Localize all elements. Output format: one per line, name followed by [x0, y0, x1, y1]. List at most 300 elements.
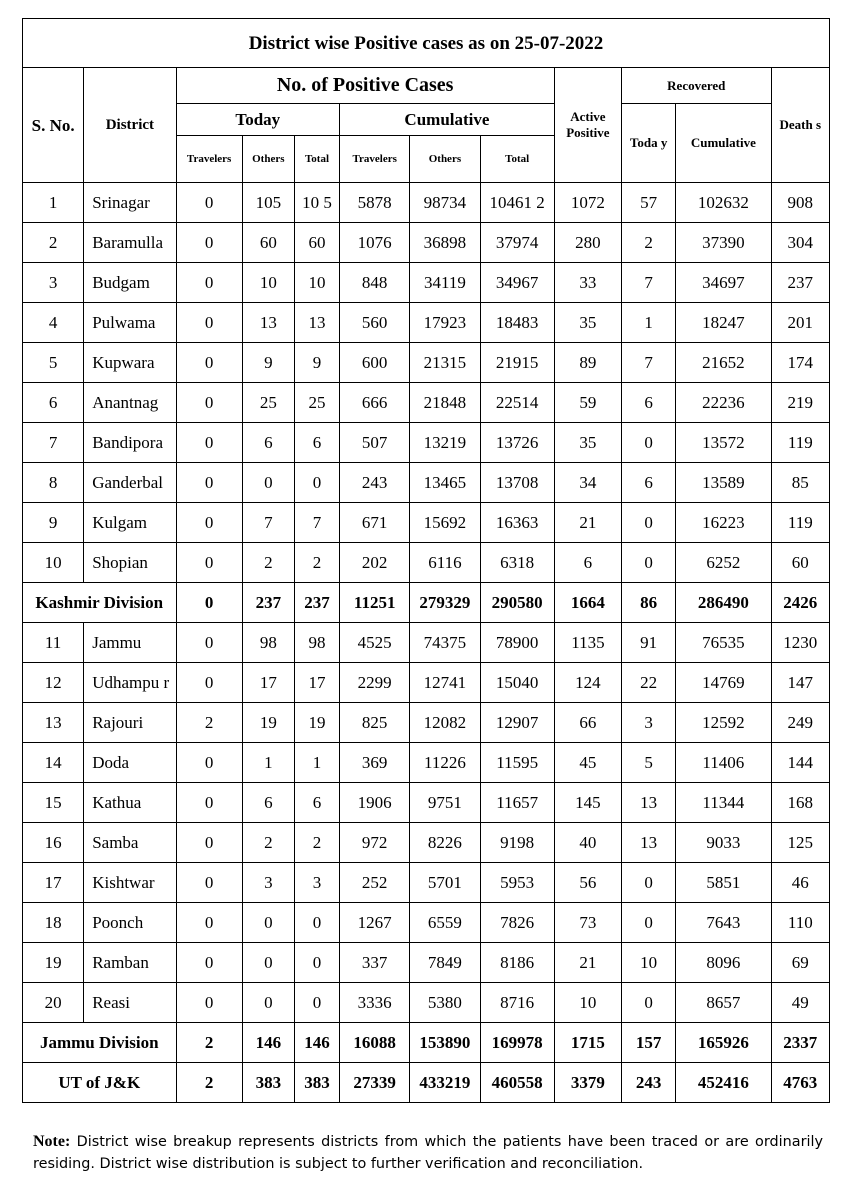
cumulative-travelers-cell: 560 [340, 303, 410, 343]
cumulative-total-cell: 10461 2 [480, 183, 554, 223]
cumulative-total-cell: 37974 [480, 223, 554, 263]
cumulative-header: Cumulative [340, 104, 555, 136]
today-travelers-cell: 0 [176, 263, 242, 303]
table-row [23, 903, 830, 943]
recovered-today-total-cell: 243 [622, 1063, 676, 1103]
today-travelers-cell: 0 [176, 623, 242, 663]
today-others-cell: 7 [242, 503, 294, 543]
cumulative-others-total-cell: 153890 [410, 1023, 480, 1063]
recovered-cumulative-cell: 6252 [676, 543, 771, 583]
recovered-cumulative-cell: 12592 [676, 703, 771, 743]
recovered-cumulative-cell: 11406 [676, 743, 771, 783]
recovered-cumulative-cell: 5851 [676, 863, 771, 903]
cumulative-travelers-cell: 5878 [340, 183, 410, 223]
district-cell: Reasi [84, 983, 176, 1023]
cumulative-travelers-cell: 252 [340, 863, 410, 903]
cumulative-others-cell: 12082 [410, 703, 480, 743]
recovered-cumulative-cell: 9033 [676, 823, 771, 863]
table-row [23, 183, 830, 223]
table-row [23, 943, 830, 983]
cumulative-others-cell: 5380 [410, 983, 480, 1023]
cumulative-total-cell: 78900 [480, 623, 554, 663]
today-total-cell: 19 [294, 703, 339, 743]
sno-cell: 2 [23, 223, 84, 263]
note-text: District wise breakup represents districts from which the patients have been traced or are ordinarily residing. District wise distribution is subject to further verification and reconciliation. [33, 1134, 824, 1172]
recovered-today-cell: 7 [622, 343, 676, 383]
today-others-cell: 6 [242, 783, 294, 823]
deaths-cell: 119 [771, 423, 829, 463]
district-cell: Baramulla [84, 223, 176, 263]
cumulative-others-cell: 98734 [410, 183, 480, 223]
report-sheet [22, 18, 830, 1103]
deaths-cell: 147 [771, 663, 829, 703]
recovered-today-cell: 0 [622, 863, 676, 903]
district-cell: Udhampu r [84, 663, 176, 703]
active-positive-cell: 1135 [554, 623, 621, 663]
deaths-cell: 46 [771, 863, 829, 903]
cumulative-others-cell: 74375 [410, 623, 480, 663]
deaths-cell: 249 [771, 703, 829, 743]
table-row [23, 983, 830, 1023]
cumulative-others-cell: 15692 [410, 503, 480, 543]
deaths-header: Death s [771, 68, 829, 183]
recovered-today-cell: 6 [622, 383, 676, 423]
today-travelers-cell: 0 [176, 743, 242, 783]
active-positive-cell: 280 [554, 223, 621, 263]
recovered-cumulative-cell: 18247 [676, 303, 771, 343]
active-positive-total-cell: 1715 [554, 1023, 621, 1063]
recovered-cumulative-cell: 13572 [676, 423, 771, 463]
recovered-cumulative-cell: 76535 [676, 623, 771, 663]
total-label: Jammu Division [23, 1023, 177, 1063]
deaths-cell: 110 [771, 903, 829, 943]
district-cell: Jammu [84, 623, 176, 663]
deaths-cell: 304 [771, 223, 829, 263]
today-total-cell: 0 [294, 903, 339, 943]
today-total-cell: 17 [294, 663, 339, 703]
cumulative-others-cell: 6116 [410, 543, 480, 583]
table-row [23, 223, 830, 263]
district-cell: Kulgam [84, 503, 176, 543]
jammu-division-total-row [23, 1023, 830, 1063]
recovered-today-cell: 0 [622, 903, 676, 943]
recovered-today-total-cell: 157 [622, 1023, 676, 1063]
table-row [23, 423, 830, 463]
cumulative-others-cell: 6559 [410, 903, 480, 943]
today-total-cell: 7 [294, 503, 339, 543]
recovered-header: Recovered [622, 68, 772, 104]
table-row [23, 543, 830, 583]
deaths-cell: 168 [771, 783, 829, 823]
table-row [23, 263, 830, 303]
cumulative-others-total-cell: 279329 [410, 583, 480, 623]
cumulative-travelers-total-cell: 11251 [340, 583, 410, 623]
today-total-total-cell: 383 [294, 1063, 339, 1103]
sno-header: S. No. [23, 68, 84, 183]
today-total-cell: 1 [294, 743, 339, 783]
today-total-cell: 0 [294, 463, 339, 503]
recovered-today-cell: 91 [622, 623, 676, 663]
cumulative-others-cell: 13219 [410, 423, 480, 463]
cumulative-travelers-cell: 972 [340, 823, 410, 863]
sno-cell: 3 [23, 263, 84, 303]
active-positive-cell: 10 [554, 983, 621, 1023]
today-others-cell: 19 [242, 703, 294, 743]
table-row [23, 623, 830, 663]
today-others-cell: 25 [242, 383, 294, 423]
cumulative-total-cell: 8716 [480, 983, 554, 1023]
today-travelers-cell: 2 [176, 703, 242, 743]
sno-cell: 19 [23, 943, 84, 983]
today-total-cell: 6 [294, 423, 339, 463]
recovered-today-cell: 0 [622, 983, 676, 1023]
active-positive-header: Active Positive [554, 68, 621, 183]
today-others-total-cell: 237 [242, 583, 294, 623]
recovered-today-cell: 22 [622, 663, 676, 703]
recovered-cumulative-header: Cumulative [676, 104, 771, 183]
recovered-cumulative-cell: 22236 [676, 383, 771, 423]
sno-cell: 12 [23, 663, 84, 703]
cumulative-others-cell: 11226 [410, 743, 480, 783]
deaths-cell: 144 [771, 743, 829, 783]
deaths-total-cell: 4763 [771, 1063, 829, 1103]
cumulative-total-cell: 15040 [480, 663, 554, 703]
today-travelers-cell: 0 [176, 343, 242, 383]
today-total-cell: 0 [294, 943, 339, 983]
recovered-today-cell: 0 [622, 423, 676, 463]
today-total-cell: 2 [294, 823, 339, 863]
sno-cell: 13 [23, 703, 84, 743]
district-cell: Kathua [84, 783, 176, 823]
recovered-today-cell: 2 [622, 223, 676, 263]
district-cell: Samba [84, 823, 176, 863]
cumulative-travelers-total-cell: 27339 [340, 1063, 410, 1103]
active-positive-cell: 89 [554, 343, 621, 383]
cumulative-others-cell: 12741 [410, 663, 480, 703]
cumulative-total-total-cell: 460558 [480, 1063, 554, 1103]
recovered-cumulative-cell: 102632 [676, 183, 771, 223]
district-cell: Srinagar [84, 183, 176, 223]
today-total-cell: 60 [294, 223, 339, 263]
table-row [23, 343, 830, 383]
today-header: Today [176, 104, 340, 136]
sno-cell: 4 [23, 303, 84, 343]
cumulative-total-cell: 16363 [480, 503, 554, 543]
sno-cell: 10 [23, 543, 84, 583]
cumulative-total-cell: 22514 [480, 383, 554, 423]
district-cell: Pulwama [84, 303, 176, 343]
total-label: UT of J&K [23, 1063, 177, 1103]
cumulative-travelers-cell: 3336 [340, 983, 410, 1023]
active-positive-cell: 45 [554, 743, 621, 783]
active-positive-cell: 33 [554, 263, 621, 303]
active-positive-total-cell: 3379 [554, 1063, 621, 1103]
cumulative-travelers-cell: 4525 [340, 623, 410, 663]
recovered-today-cell: 7 [622, 263, 676, 303]
cumulative-travelers-cell: 507 [340, 423, 410, 463]
today-travelers-cell: 0 [176, 423, 242, 463]
deaths-total-cell: 2426 [771, 583, 829, 623]
cumulative-travelers-cell: 2299 [340, 663, 410, 703]
active-positive-cell: 124 [554, 663, 621, 703]
cumulative-travelers-cell: 600 [340, 343, 410, 383]
today-total-cell: 9 [294, 343, 339, 383]
table-row [23, 463, 830, 503]
today-travelers-total-cell: 2 [176, 1023, 242, 1063]
table-row [23, 663, 830, 703]
cumulative-total-cell: 6318 [480, 543, 554, 583]
recovered-cumulative-cell: 8096 [676, 943, 771, 983]
today-travelers-cell: 0 [176, 303, 242, 343]
cumulative-others-total-cell: 433219 [410, 1063, 480, 1103]
today-travelers-cell: 0 [176, 943, 242, 983]
deaths-cell: 119 [771, 503, 829, 543]
cumulative-travelers-header: Travelers [340, 136, 410, 183]
district-cell: Rajouri [84, 703, 176, 743]
cumulative-travelers-cell: 1267 [340, 903, 410, 943]
cumulative-travelers-cell: 1076 [340, 223, 410, 263]
cumulative-others-cell: 17923 [410, 303, 480, 343]
deaths-total-cell: 2337 [771, 1023, 829, 1063]
table-row [23, 823, 830, 863]
cumulative-travelers-cell: 337 [340, 943, 410, 983]
district-cell: Ramban [84, 943, 176, 983]
table-row [23, 863, 830, 903]
table-row [23, 503, 830, 543]
active-positive-cell: 56 [554, 863, 621, 903]
sno-cell: 1 [23, 183, 84, 223]
cumulative-others-cell: 21848 [410, 383, 480, 423]
recovered-cumulative-cell: 8657 [676, 983, 771, 1023]
cumulative-travelers-cell: 671 [340, 503, 410, 543]
recovered-cumulative-cell: 7643 [676, 903, 771, 943]
today-others-cell: 13 [242, 303, 294, 343]
deaths-cell: 219 [771, 383, 829, 423]
deaths-cell: 125 [771, 823, 829, 863]
today-total-cell: 98 [294, 623, 339, 663]
recovered-today-total-cell: 86 [622, 583, 676, 623]
today-others-cell: 0 [242, 943, 294, 983]
sno-cell: 17 [23, 863, 84, 903]
today-others-cell: 3 [242, 863, 294, 903]
cumulative-total-cell: 8186 [480, 943, 554, 983]
table-row [23, 783, 830, 823]
today-travelers-cell: 0 [176, 903, 242, 943]
recovered-today-cell: 57 [622, 183, 676, 223]
today-total-total-cell: 237 [294, 583, 339, 623]
today-travelers-cell: 0 [176, 983, 242, 1023]
cumulative-others-cell: 34119 [410, 263, 480, 303]
deaths-cell: 69 [771, 943, 829, 983]
today-others-cell: 2 [242, 543, 294, 583]
district-cell: Anantnag [84, 383, 176, 423]
today-travelers-total-cell: 2 [176, 1063, 242, 1103]
table-title: District wise Positive cases as on 25-07-2022 [23, 19, 830, 68]
today-total-cell: 3 [294, 863, 339, 903]
district-cell: Kupwara [84, 343, 176, 383]
today-others-cell: 98 [242, 623, 294, 663]
today-travelers-cell: 0 [176, 383, 242, 423]
cumulative-total-total-cell: 290580 [480, 583, 554, 623]
today-others-cell: 10 [242, 263, 294, 303]
cumulative-others-cell: 5701 [410, 863, 480, 903]
cumulative-travelers-cell: 243 [340, 463, 410, 503]
district-header: District [84, 68, 176, 183]
active-positive-cell: 145 [554, 783, 621, 823]
active-positive-cell: 59 [554, 383, 621, 423]
recovered-today-cell: 1 [622, 303, 676, 343]
cumulative-total-cell: 12907 [480, 703, 554, 743]
table-body [23, 183, 830, 1103]
recovered-today-cell: 6 [622, 463, 676, 503]
deaths-cell: 49 [771, 983, 829, 1023]
today-travelers-cell: 0 [176, 503, 242, 543]
recovered-today-header: Toda y [622, 104, 676, 183]
today-travelers-cell: 0 [176, 183, 242, 223]
today-travelers-cell: 0 [176, 463, 242, 503]
district-cell: Ganderbal [84, 463, 176, 503]
cumulative-total-cell: 11595 [480, 743, 554, 783]
active-positive-cell: 66 [554, 703, 621, 743]
district-cell: Bandipora [84, 423, 176, 463]
sno-cell: 9 [23, 503, 84, 543]
recovered-cumulative-cell: 34697 [676, 263, 771, 303]
cumulative-total-cell: 18483 [480, 303, 554, 343]
today-travelers-cell: 0 [176, 823, 242, 863]
today-travelers-cell: 0 [176, 663, 242, 703]
district-cell: Shopian [84, 543, 176, 583]
today-others-cell: 105 [242, 183, 294, 223]
recovered-today-cell: 0 [622, 503, 676, 543]
cumulative-total-cell: 13708 [480, 463, 554, 503]
cumulative-others-cell: 9751 [410, 783, 480, 823]
recovered-today-cell: 13 [622, 823, 676, 863]
recovered-cumulative-cell: 13589 [676, 463, 771, 503]
active-positive-cell: 21 [554, 503, 621, 543]
active-positive-cell: 40 [554, 823, 621, 863]
district-cases-table [22, 18, 830, 1103]
kashmir-division-total-row [23, 583, 830, 623]
recovered-today-cell: 13 [622, 783, 676, 823]
cumulative-travelers-cell: 666 [340, 383, 410, 423]
recovered-cumulative-cell: 14769 [676, 663, 771, 703]
deaths-cell: 237 [771, 263, 829, 303]
table-row [23, 743, 830, 783]
cumulative-total-cell: 9198 [480, 823, 554, 863]
cumulative-others-cell: 13465 [410, 463, 480, 503]
cumulative-total-header: Total [480, 136, 554, 183]
cumulative-total-cell: 5953 [480, 863, 554, 903]
today-total-cell: 13 [294, 303, 339, 343]
active-positive-cell: 35 [554, 303, 621, 343]
recovered-cumulative-cell: 16223 [676, 503, 771, 543]
today-total-total-cell: 146 [294, 1023, 339, 1063]
cumulative-total-cell: 7826 [480, 903, 554, 943]
today-others-cell: 0 [242, 903, 294, 943]
deaths-cell: 60 [771, 543, 829, 583]
today-travelers-total-cell: 0 [176, 583, 242, 623]
today-others-cell: 6 [242, 423, 294, 463]
table-row [23, 303, 830, 343]
district-cell: Poonch [84, 903, 176, 943]
today-others-cell: 60 [242, 223, 294, 263]
today-total-cell: 2 [294, 543, 339, 583]
cumulative-travelers-cell: 825 [340, 703, 410, 743]
cumulative-total-total-cell: 169978 [480, 1023, 554, 1063]
deaths-cell: 908 [771, 183, 829, 223]
today-others-total-cell: 383 [242, 1063, 294, 1103]
sno-cell: 20 [23, 983, 84, 1023]
note-label: Note: [33, 1133, 71, 1150]
active-positive-cell: 34 [554, 463, 621, 503]
active-positive-cell: 6 [554, 543, 621, 583]
district-cell: Kishtwar [84, 863, 176, 903]
positive-cases-header: No. of Positive Cases [176, 68, 554, 104]
deaths-cell: 201 [771, 303, 829, 343]
ut-total-row [23, 1063, 830, 1103]
today-total-header: Total [294, 136, 339, 183]
cumulative-others-header: Others [410, 136, 480, 183]
today-others-header: Others [242, 136, 294, 183]
today-others-cell: 0 [242, 463, 294, 503]
active-positive-cell: 35 [554, 423, 621, 463]
sno-cell: 18 [23, 903, 84, 943]
sno-cell: 11 [23, 623, 84, 663]
recovered-cumulative-total-cell: 286490 [676, 583, 771, 623]
sno-cell: 6 [23, 383, 84, 423]
deaths-cell: 174 [771, 343, 829, 383]
footnote [33, 1131, 823, 1175]
recovered-cumulative-total-cell: 165926 [676, 1023, 771, 1063]
sno-cell: 16 [23, 823, 84, 863]
active-positive-cell: 21 [554, 943, 621, 983]
cumulative-others-cell: 7849 [410, 943, 480, 983]
cumulative-others-cell: 36898 [410, 223, 480, 263]
today-others-cell: 2 [242, 823, 294, 863]
recovered-today-cell: 5 [622, 743, 676, 783]
today-travelers-cell: 0 [176, 223, 242, 263]
table-row [23, 703, 830, 743]
today-total-cell: 10 [294, 263, 339, 303]
today-others-cell: 9 [242, 343, 294, 383]
today-travelers-cell: 0 [176, 863, 242, 903]
cumulative-total-cell: 21915 [480, 343, 554, 383]
active-positive-cell: 73 [554, 903, 621, 943]
recovered-today-cell: 0 [622, 543, 676, 583]
district-cell: Budgam [84, 263, 176, 303]
sno-cell: 8 [23, 463, 84, 503]
recovered-cumulative-cell: 11344 [676, 783, 771, 823]
table-row [23, 383, 830, 423]
cumulative-travelers-cell: 848 [340, 263, 410, 303]
sno-cell: 14 [23, 743, 84, 783]
cumulative-travelers-total-cell: 16088 [340, 1023, 410, 1063]
today-total-cell: 6 [294, 783, 339, 823]
today-total-cell: 10 5 [294, 183, 339, 223]
today-travelers-cell: 0 [176, 543, 242, 583]
active-positive-total-cell: 1664 [554, 583, 621, 623]
total-label: Kashmir Division [23, 583, 177, 623]
cumulative-travelers-cell: 369 [340, 743, 410, 783]
cumulative-total-cell: 11657 [480, 783, 554, 823]
recovered-cumulative-total-cell: 452416 [676, 1063, 771, 1103]
sno-cell: 5 [23, 343, 84, 383]
today-others-cell: 17 [242, 663, 294, 703]
recovered-today-cell: 10 [622, 943, 676, 983]
cumulative-others-cell: 21315 [410, 343, 480, 383]
today-travelers-cell: 0 [176, 783, 242, 823]
sno-cell: 15 [23, 783, 84, 823]
